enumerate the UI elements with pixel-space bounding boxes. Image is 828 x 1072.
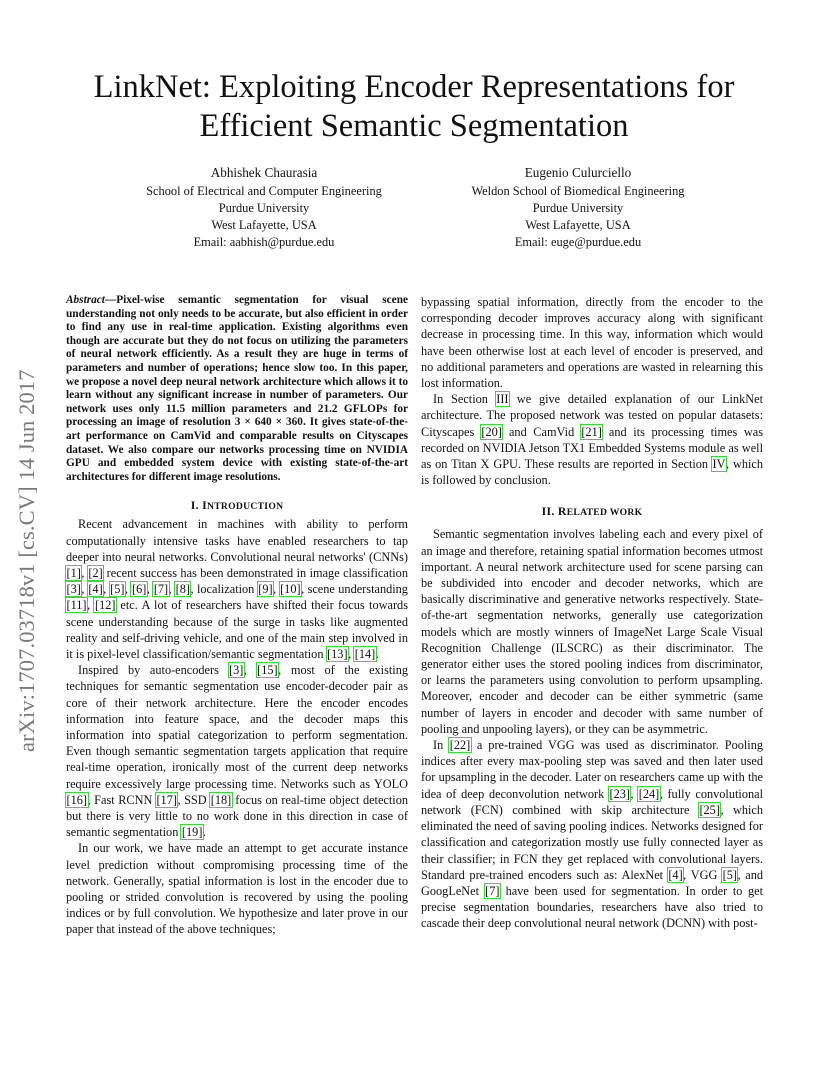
author-block-1 bbox=[94, 164, 434, 251]
left-column bbox=[66, 294, 408, 938]
citation-link[interactable]: [16] bbox=[66, 792, 87, 807]
author-location: West Lafayette, USA bbox=[211, 218, 317, 232]
citation-link[interactable]: [20] bbox=[481, 424, 502, 439]
abstract-label: Abstract bbox=[66, 294, 105, 306]
author-email: Email: euge@purdue.edu bbox=[514, 235, 642, 249]
intro-paragraph-4: bypassing spatial information, directly from the encoder to the corresponding decoder improves accuracy along with significant decrease in processing time. In this way, information which would have been otherwise lost at each level of encoder is preserved, and no additional parameters and operations are wasted in relearning this lost information. bbox=[421, 295, 763, 391]
citation-link[interactable]: [15] bbox=[257, 663, 278, 678]
citation-link[interactable]: [3] bbox=[66, 582, 81, 597]
section-ref-link[interactable]: IV bbox=[712, 457, 726, 472]
intro-paragraph-5: In Section III we give detailed explanation of our LinkNet architecture. The proposed network was tested on popular datasets: Cityscapes [20] and CamVid [21] and its processing times was recorded on NVIDIA Jetson TX1 Embedded Systems module as well as on Titan X GPU. These results are reported in Section IV, which is followed by conclusion. bbox=[421, 392, 763, 488]
citation-link[interactable]: [18] bbox=[210, 792, 232, 807]
citation-link[interactable]: [8] bbox=[175, 582, 190, 597]
related-paragraph-1: Semantic segmentation involves labeling each and every pixel of an image and therefore, retaining spatial information becomes utmost important. A neural network architecture used for scene parsing can be subdivided into encoder and decoder networks, which are basically discriminative and generative networks respectively. State-of-the-art segmentation networks, generally use categorization models which are mostly winners of ImageNet Large Scale Visual Recognition Challenge (ILSCRC) as their discriminator. The generator either uses the stored pooling indices from discriminator, or learns the parameters using convolution to perform upsampling. Moreover, encoder and decoder can be either symmetric (same number of layers in encoder and decoder with same number of pooling and unpooling layers), or they can be asymmetric. bbox=[421, 527, 763, 736]
author-affiliation: Weldon School of Biomedical Engineering bbox=[471, 184, 685, 198]
abstract bbox=[66, 294, 408, 484]
citation-link[interactable]: [25] bbox=[699, 802, 720, 817]
citation-link[interactable]: [9] bbox=[258, 582, 273, 597]
paper-title bbox=[60, 68, 768, 146]
citation-link[interactable]: [14] bbox=[354, 646, 376, 661]
citation-link[interactable]: [22] bbox=[449, 738, 471, 753]
section-ref-link[interactable]: III bbox=[496, 392, 509, 407]
section-heading-introduction: I. INTRODUCTION bbox=[190, 498, 284, 513]
arxiv-stamp: arXiv:1707.03718v1 [cs.CV] 14 Jun 2017 bbox=[14, 369, 39, 752]
citation-link[interactable]: [2] bbox=[88, 565, 103, 580]
citation-link[interactable]: [4] bbox=[88, 582, 103, 597]
citation-link[interactable]: [4] bbox=[668, 867, 683, 882]
citation-link[interactable]: [21] bbox=[581, 424, 602, 439]
citation-link[interactable]: [7] bbox=[485, 883, 500, 898]
intro-paragraph-2: Inspired by auto-encoders [3], [15], most of the existing techniques for semantic segmentation use encoder-decoder pair as core of their network architecture. Here the encoder encodes information into feature space, and the decoder maps this information into spatial categorization to perform segmentation. Even though semantic segmentation targets application that require real-time operation, ironically most of the current deep networks require excessively large processing time. Networks such as YOLO [16], Fast RCNN [17], SSD [18] focus on real-time object detection but there is very little to no work done in this direction in case of semantic segmentation [19]. bbox=[66, 663, 409, 840]
author-block-2 bbox=[408, 164, 748, 251]
right-column bbox=[421, 294, 763, 932]
section-heading-related-work: II. RELATED WORK bbox=[541, 504, 643, 519]
citation-link[interactable]: [23] bbox=[609, 786, 630, 801]
title-line-1: LinkNet: Exploiting Encoder Representations for bbox=[93, 69, 735, 105]
citation-link[interactable]: [6] bbox=[131, 582, 147, 597]
title-line-2: Efficient Semantic Segmentation bbox=[199, 108, 629, 144]
related-paragraph-2: In [22] a pre-trained VGG was used as discriminator. Pooling indices after every max-pooling step was saved and then later used for upsampling in the decoder. Later on researchers came up with the idea of deep deconvolution network [23], [24], fully convolutional network (FCN) combined with skip architecture [25], which eliminated the need of saving pooling indices. Networks designed for classification and categorization mostly use fully connected layer as their classifier; in FCN they get replaced with convolutional layers. Standard pre-trained encoders such as: AlexNet [4], VGG [5], and GoogLeNet [7] have been used for segmentation. In order to get precise segmentation boundaries, researchers have also tried to cascade their deep convolutional neural network (DCNN) with post- bbox=[421, 738, 764, 931]
citation-link[interactable]: [24] bbox=[638, 786, 660, 801]
citation-link[interactable]: [10] bbox=[280, 582, 301, 597]
author-university: Purdue University bbox=[532, 201, 624, 215]
author-affiliation: School of Electrical and Computer Engineering bbox=[146, 184, 382, 198]
author-name: Eugenio Culurciello bbox=[524, 165, 632, 180]
intro-paragraph-1: Recent advancement in machines with ability to perform computationally intensive tasks have enabled researchers to tap deeper into neural networks. Convolutional neural networks' (CNNs) [1], [2] recent success has been demonstrated in image classification [3], [4], [5], [6], [7], [8], localization [9], [10], scene understanding [11], [12] etc. A lot of researchers have shifted their focus towards scene understanding because of the surge in tasks like augmented reality and self-driving vehicle, and one of the main step involved in it is pixel-level classification/semantic segmentation [13], [14]. bbox=[66, 517, 408, 661]
abstract-text: —Pixel-wise semantic segmentation for visual scene understanding not only needs to be accurate, but also efficient in order to find any use in real-time application. Existing algorithms even though are accurate but they do not focus on utilizing the parameters of neural network efficiently. As a result they are huge in terms of parameters and number of operations; hence slow too. In this paper, we propose a novel deep neural network architecture which allows it to learn without any significant increase in number of parameters. Our network uses only 11.5 million parameters and 21.2 GFLOPs for processing an image of resolution 3 × 640 × 360. It gives state-of-the-art performance on CamVid and comparable results on Cityscapes dataset. We also compare our networks processing time on NVIDIA GPU and embedded system device with existing state-of-the-art architectures for different image resolutions. bbox=[66, 294, 408, 483]
citation-link[interactable]: [17] bbox=[156, 792, 177, 807]
citation-link[interactable]: [13] bbox=[327, 646, 348, 661]
citation-link[interactable]: [12] bbox=[94, 598, 116, 613]
intro-paragraph-3: In our work, we have made an attempt to get accurate instance level prediction without compromising processing time of the network. Generally, spatial information is lost in the encoder due to pooling or strided convolution is recovered by using the pooling indices or by full convolution. We hypothesize and later prove in our paper that instead of the above techniques; bbox=[66, 841, 408, 937]
citation-link[interactable]: [1] bbox=[66, 565, 81, 580]
citation-link[interactable]: [3] bbox=[229, 663, 244, 678]
author-university: Purdue University bbox=[218, 201, 310, 215]
citation-link[interactable]: [5] bbox=[110, 582, 125, 597]
citation-link[interactable]: [7] bbox=[153, 582, 169, 597]
author-location: West Lafayette, USA bbox=[525, 218, 631, 232]
author-name: Abhishek Chaurasia bbox=[210, 165, 318, 180]
author-email: Email: aabhish@purdue.edu bbox=[193, 235, 335, 249]
citation-link[interactable]: [5] bbox=[722, 867, 737, 882]
citation-link[interactable]: [19] bbox=[181, 825, 203, 840]
citation-link[interactable]: [11] bbox=[66, 598, 87, 613]
